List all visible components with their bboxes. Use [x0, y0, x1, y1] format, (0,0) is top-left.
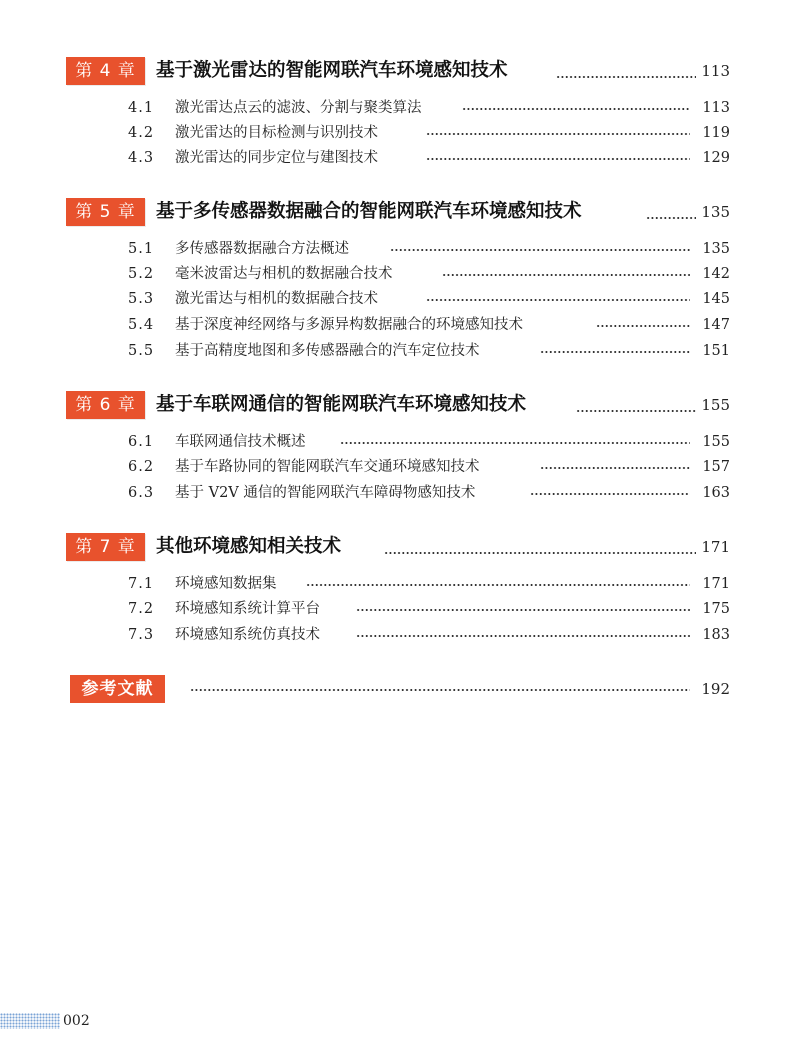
section-number: 5.5 — [128, 343, 155, 359]
section-page-number: 135 — [702, 241, 730, 257]
section-page-number: 183 — [702, 627, 730, 643]
section-entry — [128, 147, 730, 169]
section-page-number: 147 — [702, 317, 730, 333]
chapter-title: 其他环境感知相关技术 — [156, 536, 342, 557]
dot-leader — [530, 493, 690, 495]
section-number: 5.3 — [128, 291, 155, 307]
section-title: 环境感知系统仿真技术 — [175, 627, 320, 643]
section-page-number: 145 — [702, 291, 730, 307]
section-number: 6.1 — [128, 434, 155, 450]
dot-leader — [596, 325, 690, 327]
section-page-number: 157 — [702, 459, 730, 475]
chapter-badge: 第 6 章 — [66, 391, 145, 419]
section-entry — [128, 288, 730, 310]
dot-leader — [442, 274, 690, 276]
section-page-number: 129 — [702, 150, 730, 166]
dot-leader — [540, 351, 690, 353]
chapter-title: 基于激光雷达的智能网联汽车环境感知技术 — [156, 60, 508, 81]
section-page-number: 155 — [702, 434, 730, 450]
dot-leader — [540, 467, 690, 469]
chapter-page-number: 155 — [701, 396, 730, 414]
chapter-heading — [66, 533, 730, 561]
dot-leader — [306, 584, 690, 586]
section-number: 7.2 — [128, 601, 155, 617]
section-number: 5.2 — [128, 266, 155, 282]
section-number: 4.3 — [128, 150, 155, 166]
dot-leader — [462, 108, 690, 110]
chapter-page-number: 135 — [701, 203, 730, 221]
section-number: 7.3 — [128, 627, 155, 643]
dot-leader — [426, 158, 690, 160]
section-number: 7.1 — [128, 576, 155, 592]
dot-leader — [556, 76, 696, 78]
section-title: 基于 V2V 通信的智能网联汽车障碍物感知技术 — [175, 485, 476, 501]
section-title: 毫米波雷达与相机的数据融合技术 — [175, 266, 393, 282]
section-entry — [128, 122, 730, 144]
section-title: 基于深度神经网络与多源异构数据融合的环境感知技术 — [175, 317, 523, 333]
section-entry — [128, 263, 730, 285]
dot-leader — [390, 249, 690, 251]
section-page-number: 119 — [702, 125, 730, 141]
section-title: 基于车路协同的智能网联汽车交通环境感知技术 — [175, 459, 480, 475]
section-title: 环境感知数据集 — [175, 576, 277, 592]
section-page-number: 142 — [702, 266, 730, 282]
chapter-title: 基于车联网通信的智能网联汽车环境感知技术 — [156, 394, 527, 415]
chapter-page-number: 171 — [701, 538, 730, 556]
section-entry — [128, 431, 730, 453]
dot-leader — [426, 299, 690, 301]
section-entry — [128, 340, 730, 362]
section-title: 环境感知系统计算平台 — [175, 601, 320, 617]
section-entry — [128, 314, 730, 336]
section-number: 5.1 — [128, 241, 155, 257]
section-page-number: 175 — [702, 601, 730, 617]
references-badge: 参考文献 — [70, 675, 165, 703]
chapter-heading — [66, 57, 730, 85]
section-page-number: 163 — [702, 485, 730, 501]
chapter-badge: 第 4 章 — [66, 57, 145, 85]
section-entry — [128, 456, 730, 478]
section-title: 激光雷达的目标检测与识别技术 — [175, 125, 378, 141]
section-number: 5.4 — [128, 317, 155, 333]
section-title: 车联网通信技术概述 — [175, 434, 306, 450]
chapter-badge: 第 7 章 — [66, 533, 145, 561]
section-page-number: 151 — [702, 343, 730, 359]
section-entry — [128, 624, 730, 646]
section-entry — [128, 97, 730, 119]
section-page-number: 171 — [702, 576, 730, 592]
section-title: 多传感器数据融合方法概述 — [175, 241, 349, 257]
dot-leader — [340, 442, 690, 444]
section-number: 6.3 — [128, 485, 155, 501]
dot-leader — [190, 689, 690, 691]
dot-leader — [426, 133, 690, 135]
dot-leader — [646, 217, 696, 219]
chapter-page-number: 113 — [701, 62, 730, 80]
folio-dot-bar — [0, 1013, 60, 1029]
section-entry — [128, 482, 730, 504]
section-number: 6.2 — [128, 459, 155, 475]
section-title: 激光雷达与相机的数据融合技术 — [175, 291, 378, 307]
chapter-heading — [66, 391, 730, 419]
page-number: 002 — [63, 1013, 90, 1029]
chapter-badge: 第 5 章 — [66, 198, 145, 226]
section-page-number: 113 — [702, 100, 730, 116]
dot-leader — [356, 609, 690, 611]
chapter-title: 基于多传感器数据融合的智能网联汽车环境感知技术 — [156, 201, 582, 222]
section-entry — [128, 573, 730, 595]
dot-leader — [576, 410, 696, 412]
dot-leader — [356, 635, 690, 637]
references-page-number: 192 — [701, 680, 730, 698]
section-entry — [128, 238, 730, 260]
section-number: 4.2 — [128, 125, 155, 141]
section-title: 基于高精度地图和多传感器融合的汽车定位技术 — [175, 343, 480, 359]
section-entry — [128, 598, 730, 620]
section-title: 激光雷达的同步定位与建图技术 — [175, 150, 378, 166]
dot-leader — [384, 552, 696, 554]
section-number: 4.1 — [128, 100, 155, 116]
chapter-heading — [66, 198, 730, 226]
section-title: 激光雷达点云的滤波、分割与聚类算法 — [175, 100, 422, 116]
